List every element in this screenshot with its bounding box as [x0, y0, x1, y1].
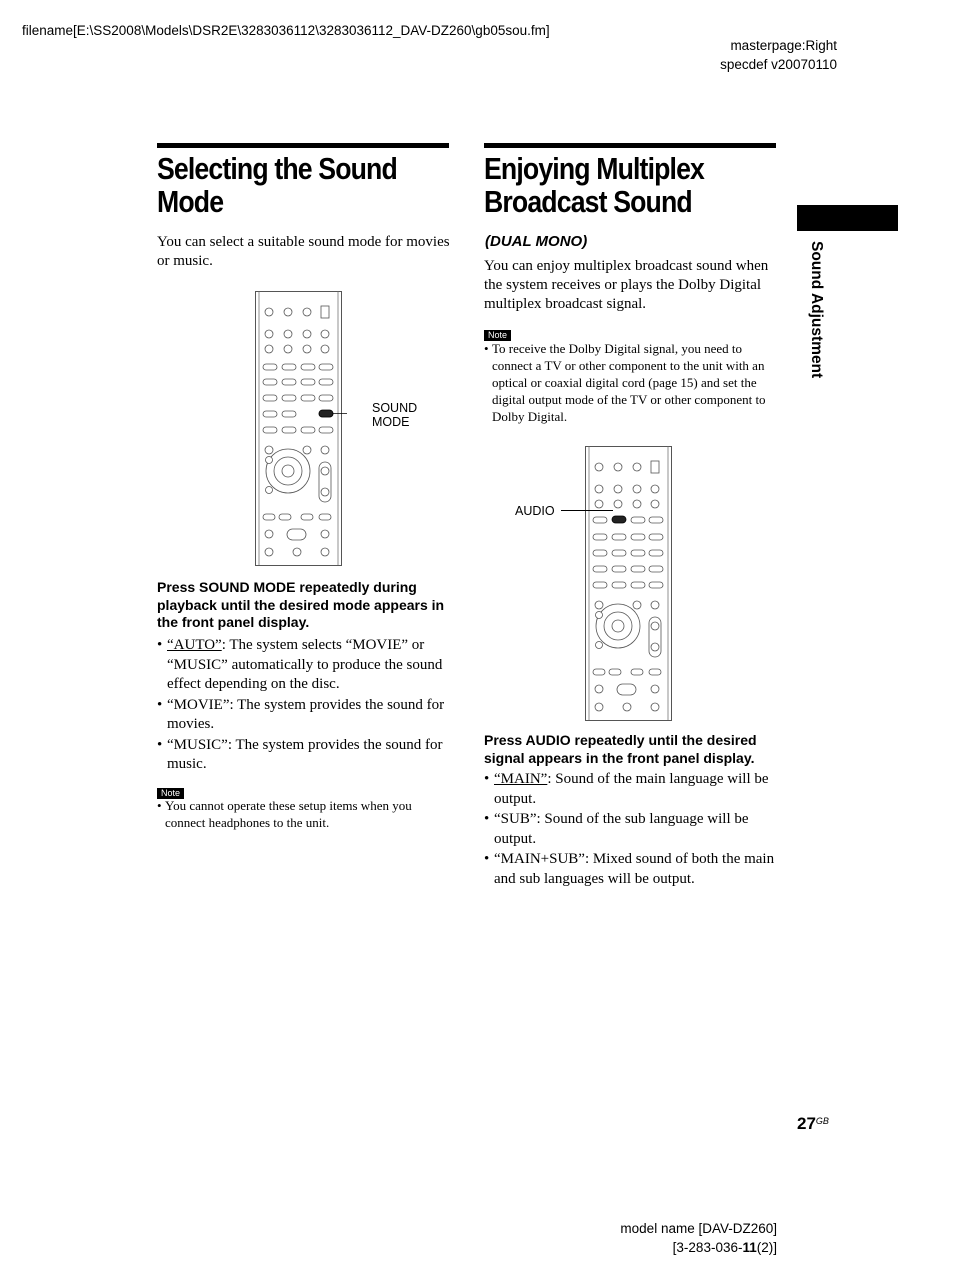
movie-text: “MOVIE”: The system provides the sound for movies. — [167, 696, 445, 732]
remote-illustration-left — [252, 290, 347, 573]
section-rule-left — [157, 143, 449, 148]
right-note-list — [484, 340, 776, 425]
note-label: Note — [484, 330, 511, 341]
title-right-line2: Broadcast Sound — [484, 184, 692, 219]
list-item — [157, 696, 453, 735]
section-title-right — [484, 152, 824, 218]
header-filename: filename[E:\SS2008\Models\DSR2E\3283036112\3283036112_DAV-DZ260\gb05sou.fm] — [22, 23, 550, 38]
sound-mode-callout-line2: MODE — [372, 415, 410, 429]
remote-control-drawing — [252, 290, 347, 568]
page-number-value: 27 — [797, 1114, 816, 1133]
page-number — [797, 1114, 829, 1134]
left-intro-line1: You can select a suitable sound mode for movies — [157, 234, 450, 250]
footer — [560, 1219, 777, 1257]
right-audio-list — [484, 770, 778, 890]
list-item — [157, 736, 453, 775]
sound-mode-callout-line1: SOUND — [372, 401, 418, 415]
note-item: • You cannot operate these setup items when you connect headphones to the unit. — [157, 797, 447, 831]
title-left-line1: Selecting the Sound — [157, 151, 397, 186]
audio-button-highlight — [612, 516, 626, 523]
footer-code-bold: 11 — [742, 1240, 757, 1255]
sub-text: “SUB”: Sound of the sub language will be output. — [494, 811, 749, 847]
footer-code-prefix: [3-283-036- — [672, 1240, 743, 1255]
page-number-suffix: GB — [815, 1116, 829, 1126]
list-item — [484, 850, 778, 889]
section-tab-label: Sound Adjustment — [808, 241, 825, 379]
music-text: “MUSIC”: The system provides the sound for music. — [167, 736, 443, 772]
right-intro: You can enjoy multiplex broadcast sound when the system receives or plays the Dolby Digital multiplex broadcast signal. — [484, 258, 769, 312]
left-mode-list — [157, 636, 453, 776]
audio-callout-line — [561, 510, 613, 511]
sound-mode-button-highlight — [319, 410, 333, 417]
title-left-line2: Mode — [157, 184, 224, 219]
left-intro-line2: or music. — [157, 253, 213, 269]
left-intro — [157, 233, 457, 271]
list-item — [484, 810, 778, 849]
title-right-line1: Enjoying Multiplex — [484, 151, 705, 186]
section-title-left — [157, 152, 497, 218]
main-term: “MAIN” — [494, 771, 548, 787]
right-step-instruction: Press AUDIO repeatedly until the desired signal appears in the front panel display. — [484, 732, 757, 766]
list-item — [484, 770, 778, 809]
header-masterpage — [700, 36, 837, 74]
audio-callout: AUDIO — [515, 504, 555, 518]
right-subtitle: (DUAL MONO) — [485, 233, 588, 250]
sound-mode-callout — [372, 401, 417, 429]
masterpage-label: masterpage:Right — [730, 38, 837, 53]
remote-control-drawing — [582, 445, 677, 723]
remote-illustration-right — [582, 445, 677, 728]
footer-model-name: model name [DAV-DZ260] — [620, 1221, 777, 1236]
footer-code-suffix: (2)] — [756, 1240, 777, 1255]
note-item: • To receive the Dolby Digital signal, you need to connect a TV or other component to the unit with an optical or coaxial digital cord (page 15) and set the digital output mode of the TV or other component to Dolby Digital. — [484, 340, 776, 425]
left-step-instruction: Press SOUND MODE repeatedly during playback until the desired mode appears in the front panel display. — [157, 579, 445, 630]
left-note-list — [157, 797, 447, 831]
section-rule-right — [484, 143, 776, 148]
main-sub-text: “MAIN+SUB”: Mixed sound of both the main and sub languages will be output. — [494, 851, 775, 887]
footer-code — [560, 1238, 777, 1257]
auto-term: “AUTO” — [167, 637, 222, 653]
specdef-label: specdef v20070110 — [720, 57, 837, 72]
list-item — [157, 636, 453, 695]
note-label: Note — [157, 788, 184, 799]
auto-text: : The system selects “MOVIE” or “MUSIC” automatically to produce the sound effect depending on the disc. — [167, 637, 443, 692]
main-text: : Sound of the main language will be output. — [494, 771, 769, 807]
